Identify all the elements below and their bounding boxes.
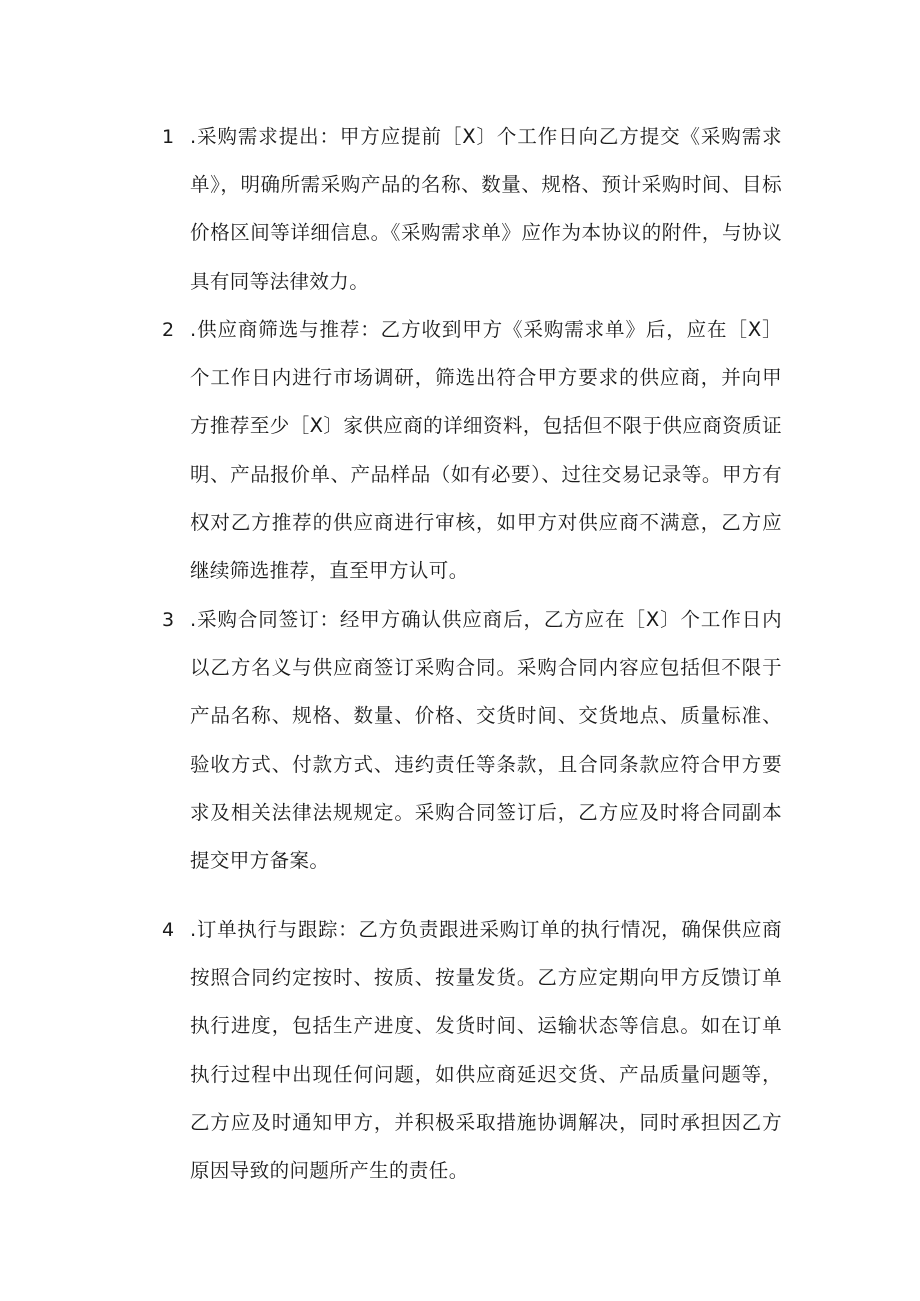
clause-text: .采购需求提出：甲方应提前［X〕个工作日向乙方提交《采购需求单》，明确所需采购产品的名称、数量、规格、预计采购时间、目标价格区间等详细信息。《采购需求单》应作为本协议的附件，与协议具有同等法律效力。 xyxy=(190,125,782,293)
clause-1 xyxy=(162,113,782,306)
clause-number: 4 xyxy=(162,919,175,941)
clause-2 xyxy=(162,306,782,595)
clause-number: 2 xyxy=(162,319,175,341)
clause-text: .供应商筛选与推荐：乙方收到甲方《采购需求单》后，应在［X］个工作日内进行市场调研，筛选出符合甲方要求的供应商，并向甲方推荐至少［X〕家供应商的详细资料，包括但不限于供应商资质证明、产品报价单、产品样品（如有必要）、过往交易记录等。甲方有权对乙方推荐的供应商进行审核，如甲方对供应商不满意，乙方应继续筛选推荐，直至甲方认可。 xyxy=(190,318,782,583)
clause-text: .订单执行与跟踪：乙方负责跟进采购订单的执行情况，确保供应商按照合同约定按时、按质、按量发货。乙方应定期向甲方反馈订单执行进度，包括生产进度、发货时间、运输状态等信息。如在订单执行过程中出现任何问题，如供应商延迟交货、产品质量问题等，乙方应及时通知甲方，并积极采取措施协调解决，同时承担因乙方原因导致的问题所产生的责任。 xyxy=(190,918,782,1183)
clause-text: .采购合同签订：经甲方确认供应商后，乙方应在［X〕个工作日内以乙方名义与供应商签订采购合同。采购合同内容应包括但不限于产品名称、规格、数量、价格、交货时间、交货地点、质量标准、验收方式、付款方式、违约责任等条款，且合同条款应符合甲方要求及相关法律法规规定。采购合同签订后，乙方应及时将合同副本提交甲方备案。 xyxy=(190,608,782,873)
clause-number: 1 xyxy=(162,126,175,148)
clause-number: 3 xyxy=(162,609,175,631)
clause-3 xyxy=(162,596,782,885)
clause-4 xyxy=(162,906,782,1195)
